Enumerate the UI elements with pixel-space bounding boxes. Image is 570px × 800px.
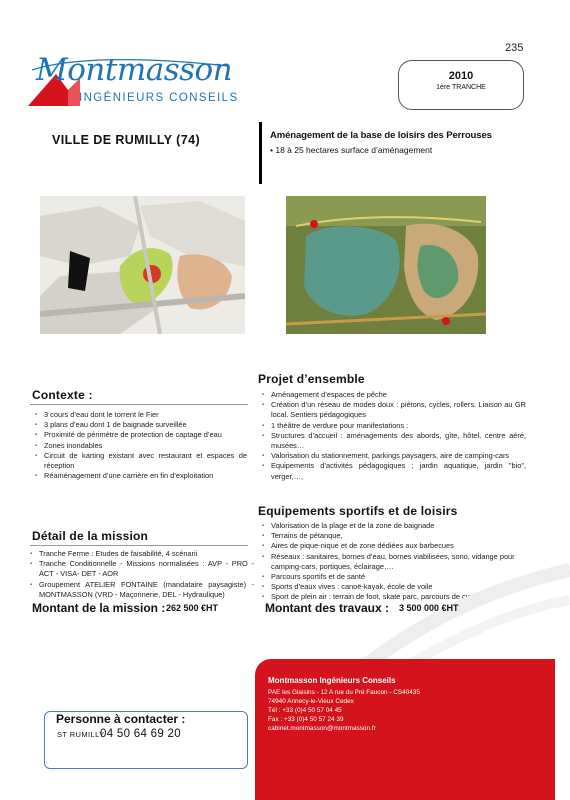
list-item: ▪ Aménagement d’espaces de pêche <box>262 390 526 400</box>
logo-wordmark: Montmasson <box>36 52 233 88</box>
montant-mission-value: 262 500 €HT <box>166 603 219 613</box>
list-item: ▪ Création d’un réseau de modes doux : piétons, cycles, rollers. Liaison au GR local. Sentiers pédagogiques <box>262 400 526 420</box>
contexte-heading: Contexte : <box>32 388 93 402</box>
footer-email: cabinet.montmasson@montmasson.fr <box>268 725 376 732</box>
list-item: ▪ 3 plans d’eau dont 1 de baignade surveillée <box>35 420 247 430</box>
page-number: 235 <box>505 42 524 54</box>
footer-fax: Fax : +33 (0)4 50 57 24 39 <box>268 716 344 723</box>
footer-company: Montmasson Ingénieurs Conseils <box>268 676 396 685</box>
title-divider <box>259 122 262 184</box>
tranche: 1ère TRANCHE <box>436 84 486 91</box>
project-title: Aménagement de la base de loisirs des Perrouses <box>270 130 492 141</box>
list-item: ▪ Sports d’eaux vives : canoë-kayak, école de voile <box>262 582 528 592</box>
list-item: ▪ Sport de plein air : terrain de foot, skate parc, parcours de cyclocross <box>262 592 528 602</box>
list-item: ▪ Valorisation de la plage et de la zone de baignade <box>262 521 528 531</box>
list-item: ▪ Groupement ATELIER FONTAINE (mandataire paysagiste) - MONTMASSON (VRD - Maçonnerie, DEL - Hydraulique) <box>30 580 254 600</box>
list-item: ▪ Zones inondables <box>35 441 247 451</box>
contexte-divider <box>30 404 248 405</box>
footer-phone: Tél : +33 (0)4 50 57 04 45 <box>268 707 342 714</box>
list-item: ▪ 1 théâtre de verdure pour manifestations : <box>262 421 526 431</box>
footer-address: PAE les Glaisins - 12 A rue du Pré Faucon - CS40435 <box>268 689 420 696</box>
project-title-block <box>270 130 530 155</box>
list-item: ▪ Tranche Conditionnelle - Missions normalisées : AVP - PRO - ACT - VISA- DET - AOR <box>30 559 254 579</box>
list-item: ▪ Circuit de karting existant avec restaurant et espaces de réception <box>35 451 247 471</box>
footer-city: 74940 Annecy-le-Vieux Cedex <box>268 698 354 705</box>
projet-list <box>262 390 526 482</box>
montant-mission-label: Montant de la mission : <box>32 601 166 615</box>
site-plan-image <box>40 196 245 334</box>
list-item: ▪ Réseaux : sanitaires, bornes d’eau, bornes viabilisées, sono, vidange pour camping-cars, portiques, éclairage…. <box>262 552 528 572</box>
montant-travaux-label: Montant des travaux : <box>265 601 390 615</box>
detail-heading: Détail de la mission <box>32 529 149 543</box>
city-title: VILLE DE RUMILLY (74) <box>52 133 201 147</box>
list-item: ▪ Terrains de pétanque, <box>262 531 528 541</box>
detail-divider <box>30 545 248 546</box>
list-item: ▪ Equipements d’activités pédagogiques ; jardin aquatique, jardin "bio", verger,…, <box>262 461 526 481</box>
aerial-photo-image <box>286 196 486 334</box>
year: 2010 <box>448 70 474 82</box>
list-item: ▪ Valorisation du stationnement, parkings paysagers, aire de camping-cars <box>262 451 526 461</box>
project-surface: • 18 à 25 hectares surface d’aménagement <box>270 145 433 155</box>
projet-heading: Projet d’ensemble <box>258 372 365 386</box>
contact-heading: Personne à contacter : <box>56 712 186 726</box>
list-item: ▪ Structures d’accueil : aménagements des abords, gîte, hôtel, centre aéré, musées… <box>262 431 526 451</box>
list-item: ▪ Aires de pique-nique et de zone dédiées aux barbecues <box>262 541 528 551</box>
contexte-list <box>35 410 247 481</box>
detail-list <box>30 549 254 600</box>
list-item: ▪ Parcours sportifs et de santé <box>262 572 528 582</box>
contact-name: ST RUMILLY <box>57 730 105 739</box>
equipements-heading: Equipements sportifs et de loisirs <box>258 504 458 518</box>
logo-subtitle: INGÉNIEURS CONSEILS <box>79 92 239 104</box>
montant-travaux-value: 3 500 000 €HT <box>399 603 459 613</box>
contact-phone: 04 50 64 69 20 <box>100 728 181 740</box>
year-box <box>398 60 524 110</box>
list-item: ▪ Réaménagement d’une carrière en fin d’exploitation <box>35 471 247 481</box>
list-item: ▪ Proximité de périmètre de protection de captage d’eau <box>35 430 247 440</box>
list-item: ▪ Tranche Ferme : Etudes de faisabilité, 4 scénarii <box>30 549 254 559</box>
list-item: ▪ 3 cours d’eau dont le torrent le Fier <box>35 410 247 420</box>
decorative-swoosh-icon <box>340 560 570 670</box>
